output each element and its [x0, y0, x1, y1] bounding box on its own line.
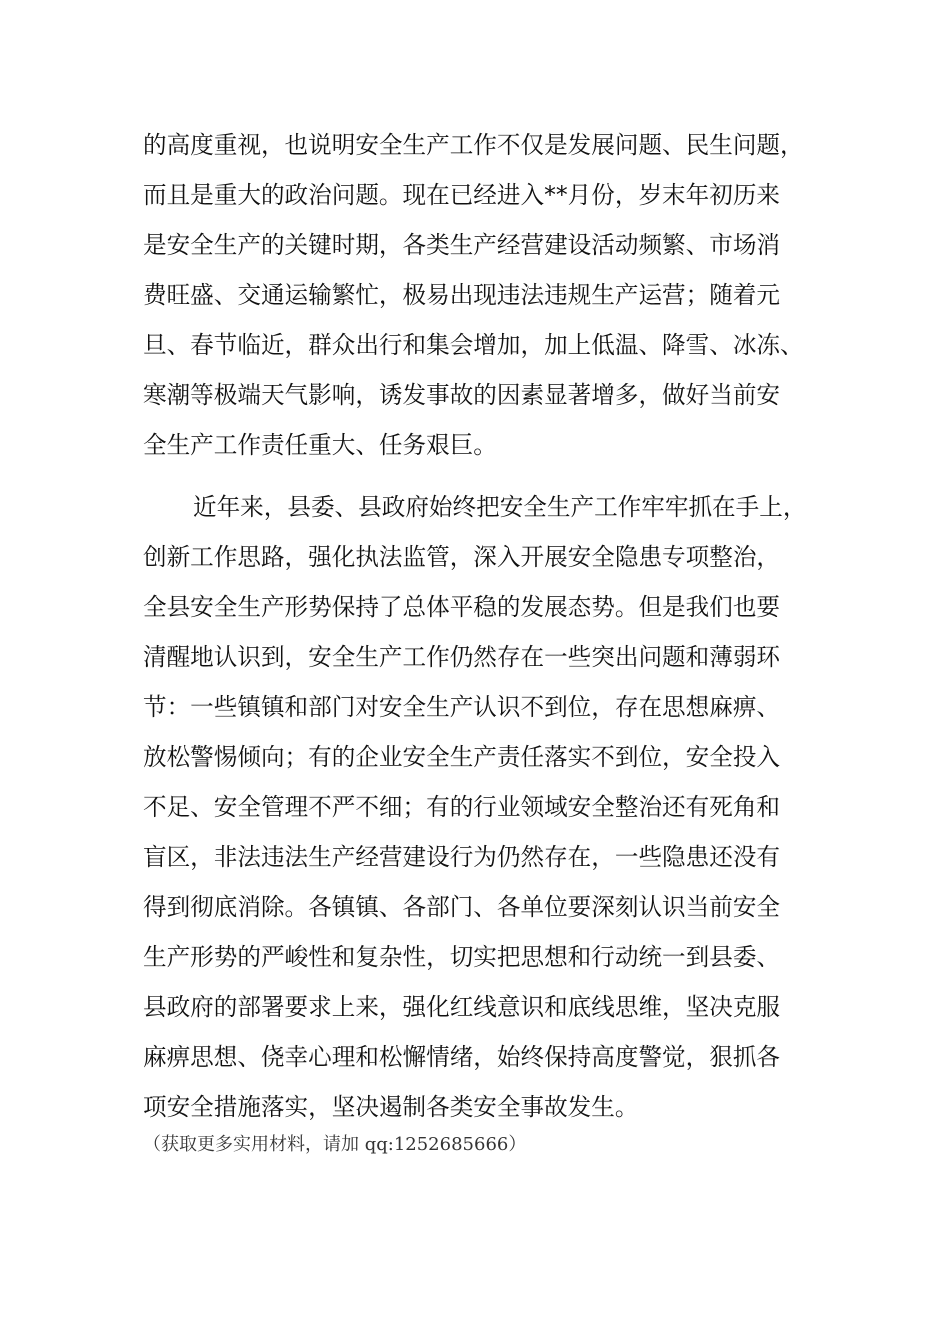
paragraph-spacer [143, 470, 823, 482]
paragraph-2 [143, 482, 823, 1132]
text-line: 旦、春节临近，群众出行和集会增加，加上低温、降雪、冰冻、 [143, 331, 804, 359]
text-line: 生产形势的严峻性和复杂性，切实把思想和行动统一到县委、 [143, 943, 781, 971]
text-line: 创新工作思路，强化执法监管，深入开展安全隐患专项整治， [143, 543, 781, 571]
text-line: 项安全措施落实，坚决遏制各类安全事故发生。 [143, 1093, 639, 1121]
text-line: 全县安全生产形势保持了总体平稳的发展态势。但是我们也要 [143, 593, 781, 621]
text-line: 放松警惕倾向；有的企业安全生产责任落实不到位，安全投入 [143, 743, 781, 771]
text-line: 费旺盛、交通运输繁忙，极易出现违法违规生产运营；随着元 [143, 281, 781, 309]
paragraph-1 [143, 120, 823, 470]
text-line: 的高度重视，也说明安全生产工作不仅是发展问题、民生问题， [143, 131, 804, 159]
document-body [143, 120, 823, 1132]
text-line: 清醒地认识到，安全生产工作仍然存在一些突出问题和薄弱环 [143, 643, 781, 671]
text-line: 麻痹思想、侥幸心理和松懈情绪，始终保持高度警觉，狠抓各 [143, 1043, 781, 1071]
text-line: 得到彻底消除。各镇镇、各部门、各单位要深刻认识当前安全 [143, 893, 781, 921]
text-line: 节：一些镇镇和部门对安全生产认识不到位，存在思想麻痹、 [143, 693, 781, 721]
text-line: 不足、安全管理不严不细；有的行业领域安全整治还有死角和 [143, 793, 781, 821]
text-line: 县政府的部署要求上来，强化红线意识和底线思维，坚决克服 [143, 993, 781, 1021]
text-line: 全生产工作责任重大、任务艰巨。 [143, 431, 497, 459]
text-line: 寒潮等极端天气影响，诱发事故的因素显著增多，做好当前安 [143, 381, 781, 409]
footer-note: （获取更多实用材料，请加 qq:1252685666） [143, 1134, 527, 1155]
text-line: 盲区，非法违法生产经营建设行为仍然存在，一些隐患还没有 [143, 843, 781, 871]
text-line: 是安全生产的关键时期，各类生产经营建设活动频繁、市场消 [143, 231, 781, 259]
text-line: 而且是重大的政治问题。现在已经进入**月份，岁末年初历来 [143, 181, 781, 209]
text-line-indented: 近年来，县委、县政府始终把安全生产工作牢牢抓在手上， [193, 493, 807, 521]
